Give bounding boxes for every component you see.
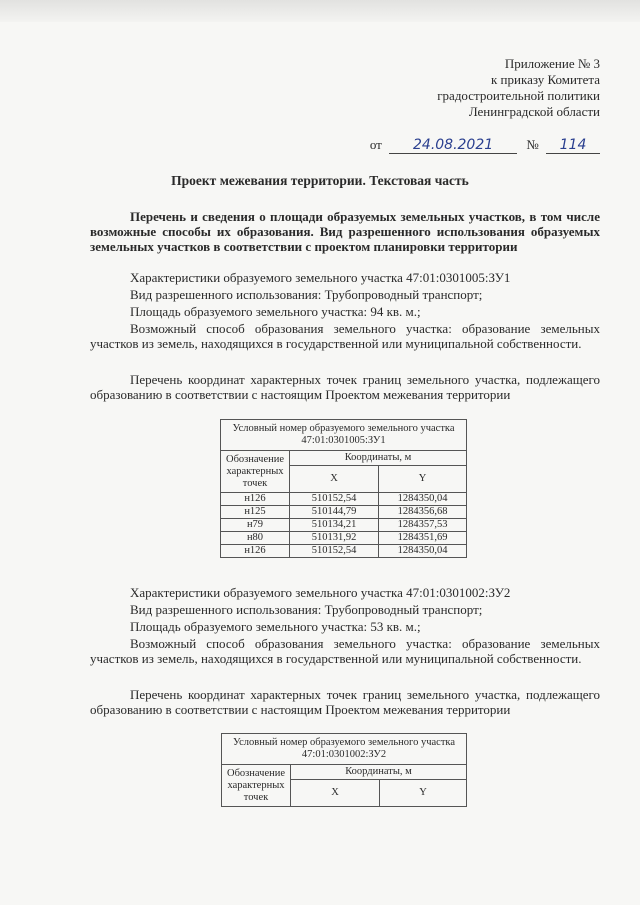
parcel-formation-method: Возможный способ образования земельного участка: образование земельных участков из земель, находящихся в государственной или муниципальной собственности.	[90, 321, 600, 351]
point-cell: н80	[221, 532, 290, 545]
table-header-point: Обозначение характерных точек	[222, 765, 291, 807]
handwritten-number: 114	[546, 137, 600, 154]
table-caption: Условный номер образуемого земельного участка 47:01:0301002:ЗУ2	[222, 734, 467, 765]
y-cell: 1284350,04	[379, 493, 467, 506]
table-header-point: Обозначение характерных точек	[221, 451, 290, 493]
table-row	[221, 506, 467, 519]
document-title: Проект межевания территории. Текстовая часть	[171, 173, 469, 188]
x-cell: 510152,54	[290, 545, 379, 558]
table-row	[221, 545, 467, 558]
intro-heading: Перечень и сведения о площади образуемых земельных участков, в том числе возможные способы их образования. Вид разрешенного использования образуемых земельных участков в соответствии с проектом планировки территории	[90, 209, 600, 254]
table-header-coords: Координаты, м	[290, 451, 467, 466]
from-label: от	[369, 137, 382, 152]
table-caption: Условный номер образуемого земельного участка 47:01:0301005:ЗУ1	[221, 420, 467, 451]
appendix-line: к приказу Комитета	[490, 72, 600, 87]
x-cell: 510144,79	[290, 506, 379, 519]
table-header-x: X	[290, 466, 379, 493]
y-cell: 1284350,04	[379, 545, 467, 558]
y-cell: 1284351,69	[379, 532, 467, 545]
order-date-number	[370, 137, 600, 154]
scan-edge-shadow	[0, 0, 640, 22]
point-cell: н126	[221, 493, 290, 506]
parcel-permitted-use: Вид разрешенного использования: Трубопроводный транспорт;	[130, 602, 483, 617]
parcel-characteristics: Характеристики образуемого земельного участка 47:01:0301002:ЗУ2	[130, 585, 511, 600]
table-header-coords: Координаты, м	[291, 765, 467, 780]
coordinates-table	[221, 733, 467, 807]
appendix-header	[437, 56, 600, 120]
appendix-line: Приложение № 3	[504, 56, 600, 71]
coordinates-table	[220, 419, 467, 558]
parcel-characteristics: Характеристики образуемого земельного участка 47:01:0301005:ЗУ1	[130, 270, 511, 285]
table-header-y: Y	[379, 466, 467, 493]
appendix-line: Ленинградской области	[468, 104, 600, 119]
parcel-coords-intro: Перечень координат характерных точек границ земельного участка, подлежащего образованию в соответствии с настоящим Проектом межевания территории	[90, 372, 600, 402]
point-cell: н126	[221, 545, 290, 558]
x-cell: 510131,92	[290, 532, 379, 545]
parcel-coords-intro: Перечень координат характерных точек границ земельного участка, подлежащего образованию в соответствии с настоящим Проектом межевания территории	[90, 687, 600, 717]
point-cell: н79	[221, 519, 290, 532]
y-cell: 1284357,53	[379, 519, 467, 532]
table-row	[221, 493, 467, 506]
parcel-formation-method: Возможный способ образования земельного участка: образование земельных участков из земель, находящихся в государственной или муниципальной собственности.	[90, 636, 600, 666]
point-cell: н125	[221, 506, 290, 519]
parcel-permitted-use: Вид разрешенного использования: Трубопроводный транспорт;	[130, 287, 483, 302]
table-header-y: Y	[380, 780, 467, 807]
appendix-line: градостроительной политики	[437, 88, 600, 103]
x-cell: 510152,54	[290, 493, 379, 506]
x-cell: 510134,21	[290, 519, 379, 532]
handwritten-date: 24.08.2021	[389, 137, 517, 154]
number-label: №	[526, 137, 539, 152]
parcel-area: Площадь образуемого земельного участка: 53 кв. м.;	[130, 619, 421, 634]
y-cell: 1284356,68	[379, 506, 467, 519]
table-header-x: X	[291, 780, 380, 807]
table-row	[221, 532, 467, 545]
table-row	[221, 519, 467, 532]
parcel-area: Площадь образуемого земельного участка: 94 кв. м.;	[130, 304, 421, 319]
